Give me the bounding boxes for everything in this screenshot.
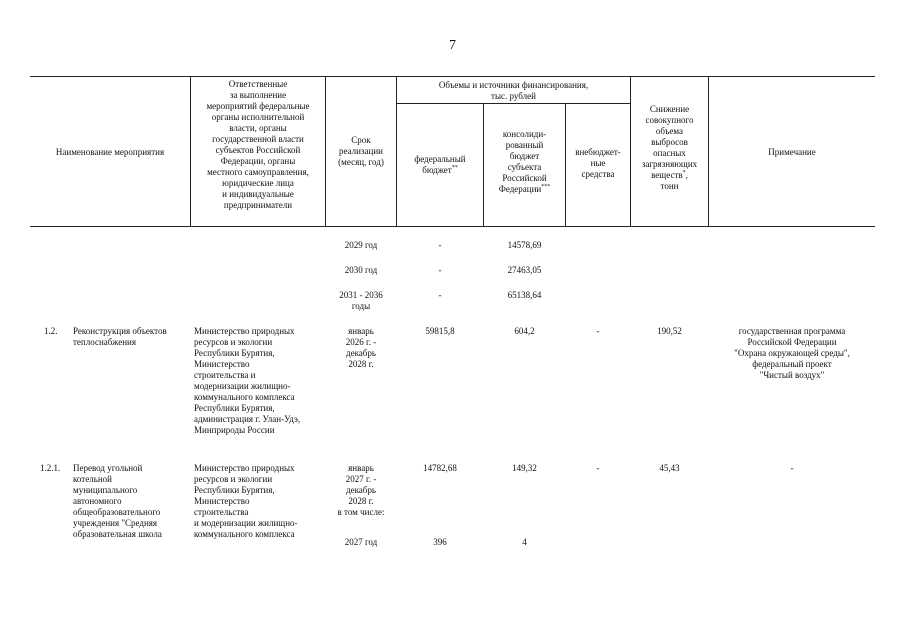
row-responsible: Министерство природных ресурсов и экологии Республики Бурятия, Министерство строительства и модернизации жилищно- коммунального комплекса: [194, 463, 298, 539]
row-reduction: 45,43: [659, 463, 680, 473]
sub-row-consolidated: 4: [522, 537, 527, 547]
header-federal: федеральный бюджет**: [414, 154, 466, 175]
row-number: 1.2.: [44, 326, 58, 336]
year-row-term: 2031 - 2036 годы: [339, 290, 383, 311]
header-name: Наименование мероприятия: [55, 147, 165, 157]
header-financing: Объемы и источники финансирования, тыс. рублей: [438, 80, 589, 101]
header-reduction: Снижение совокупного объема выбросов опасных загрязняющих веществ*, тонн: [641, 104, 698, 191]
header-bottom-border: [30, 226, 875, 227]
row-extrabudget: -: [596, 326, 600, 336]
row-term: январь 2026 г. - декабрь 2028 г.: [345, 326, 377, 369]
year-row-term: 2030 год: [344, 265, 378, 275]
year-row-consolidated: 65138,64: [507, 290, 542, 300]
year-row-federal: -: [438, 290, 442, 300]
sub-row-federal: 396: [433, 537, 447, 547]
page-number: 7: [449, 38, 456, 53]
row-term: январь 2027 г. - декабрь 2028 г. в том числе:: [337, 463, 385, 517]
header-note: Примечание: [768, 147, 816, 157]
row-note: -: [790, 463, 794, 473]
row-note: государственная программа Российской Федерации "Охрана окружающей среды", федеральный проект "Чистый воздух": [734, 326, 850, 380]
year-row-federal: -: [438, 240, 442, 250]
year-row-consolidated: 27463,05: [507, 265, 542, 275]
row-name: Реконструкция объектов теплоснабжения: [73, 326, 167, 347]
row-federal: 59815,8: [425, 326, 455, 336]
table-top-border: [30, 76, 875, 77]
header-term: Срок реализации (месяц, год): [338, 135, 384, 167]
row-consolidated: 604,2: [514, 326, 535, 336]
year-row-federal: -: [438, 265, 442, 275]
row-federal: 14782,68: [423, 463, 457, 473]
row-consolidated: 149,32: [512, 463, 537, 473]
header-responsible: Ответственные за выполнение мероприятий федеральные органы исполнительной власти, органы государственной власти субъектов Российской Федерации, органы местного самоуправления, юридические лица и индивидуальные предприниматели: [206, 79, 310, 210]
financing-subheader-border: [396, 103, 630, 104]
row-extrabudget: -: [596, 463, 600, 473]
year-row-term: 2029 год: [344, 240, 378, 250]
row-name: Перевод угольной котельной муниципального автономного общеобразовательного учреждения "Средняя образовательная школа: [73, 463, 162, 539]
year-row-consolidated: 14578,69: [507, 240, 542, 250]
row-reduction: 190,52: [657, 326, 682, 336]
header-extrabudget: внебюджет- ные средства: [575, 147, 621, 179]
row-number: 1.2.1.: [40, 463, 61, 473]
row-responsible: Министерство природных ресурсов и экологии Республики Бурятия, Министерство строительства и модернизации жилищно- коммунального комплекса Республики Бурятия, администрация г. Улан-Удэ, Минприроды России: [194, 326, 301, 435]
sub-row-term: 2027 год: [344, 537, 378, 547]
header-consolidated: консолиди- рованный бюджет субъекта Российской Федерации***: [498, 129, 551, 194]
